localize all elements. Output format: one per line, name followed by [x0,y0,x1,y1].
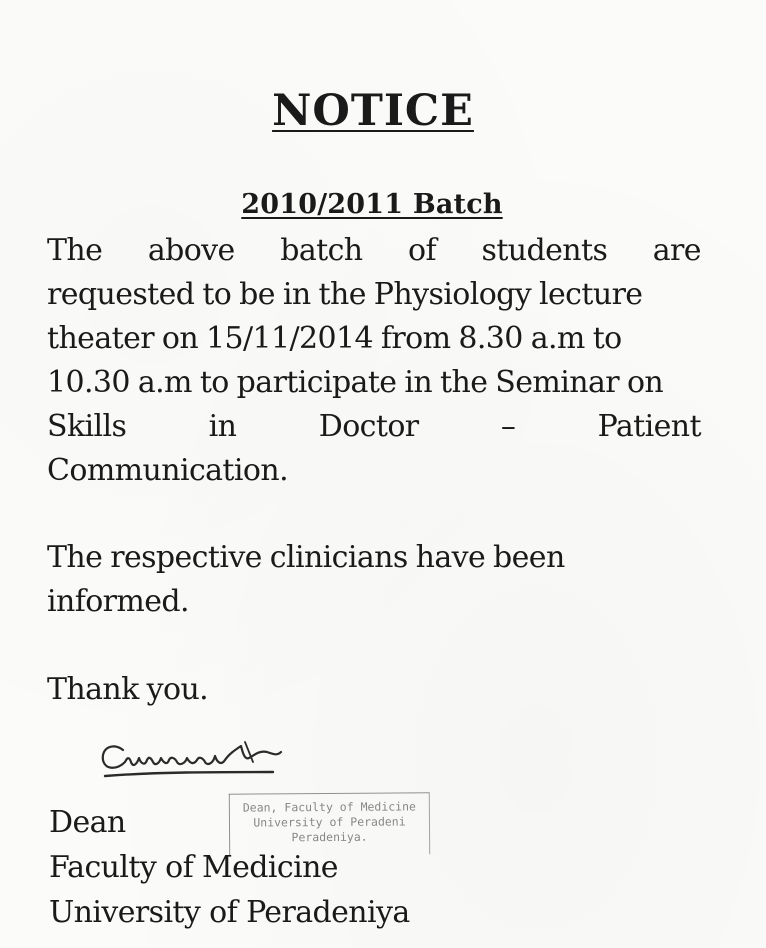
word: students [481,233,608,268]
word: of [408,233,436,268]
paragraph-2-line-2: informed. [47,584,189,619]
paragraph-1-line-1 [47,229,701,273]
paragraph-1-line-3: theater on 15/11/2014 from 8.30 a.m to [47,321,622,356]
signatory-title: Dean [49,805,126,840]
paragraph-1-line-4: 10.30 a.m to participate in the Seminar on [47,365,664,400]
word: above [147,233,235,268]
word: Doctor [318,409,419,444]
notice-paragraph-2 [47,536,701,624]
paragraph-1-line-5 [47,405,701,449]
signatory-university: University of Peradeniya [49,895,410,930]
stamp-line-1: Dean, Faculty of Medicine [242,799,416,815]
word: in [208,409,237,444]
signatory-block [49,800,410,935]
signatory-faculty: Faculty of Medicine [49,850,338,885]
word: The [47,233,103,268]
word: are [652,233,701,268]
word: batch [280,233,363,268]
paragraph-1-line-6: Communication. [47,453,289,488]
closing-text: Thank you. [47,672,209,707]
batch-heading: 2010/2011 Batch [241,189,503,220]
word: Patient [597,409,701,444]
word: Skills [47,409,127,444]
notice-title: NOTICE [272,86,474,136]
stamp-line-2: University of Peradeni [253,814,406,830]
stamp-line-3: Peradeniya. [291,829,368,845]
signature-icon [95,728,295,786]
notice-paragraph-1 [47,229,701,493]
word: – [500,409,516,444]
paragraph-2-line-1: The respective clinicians have been [47,540,565,575]
paragraph-1-line-2: requested to be in the Physiology lecture [47,277,643,312]
